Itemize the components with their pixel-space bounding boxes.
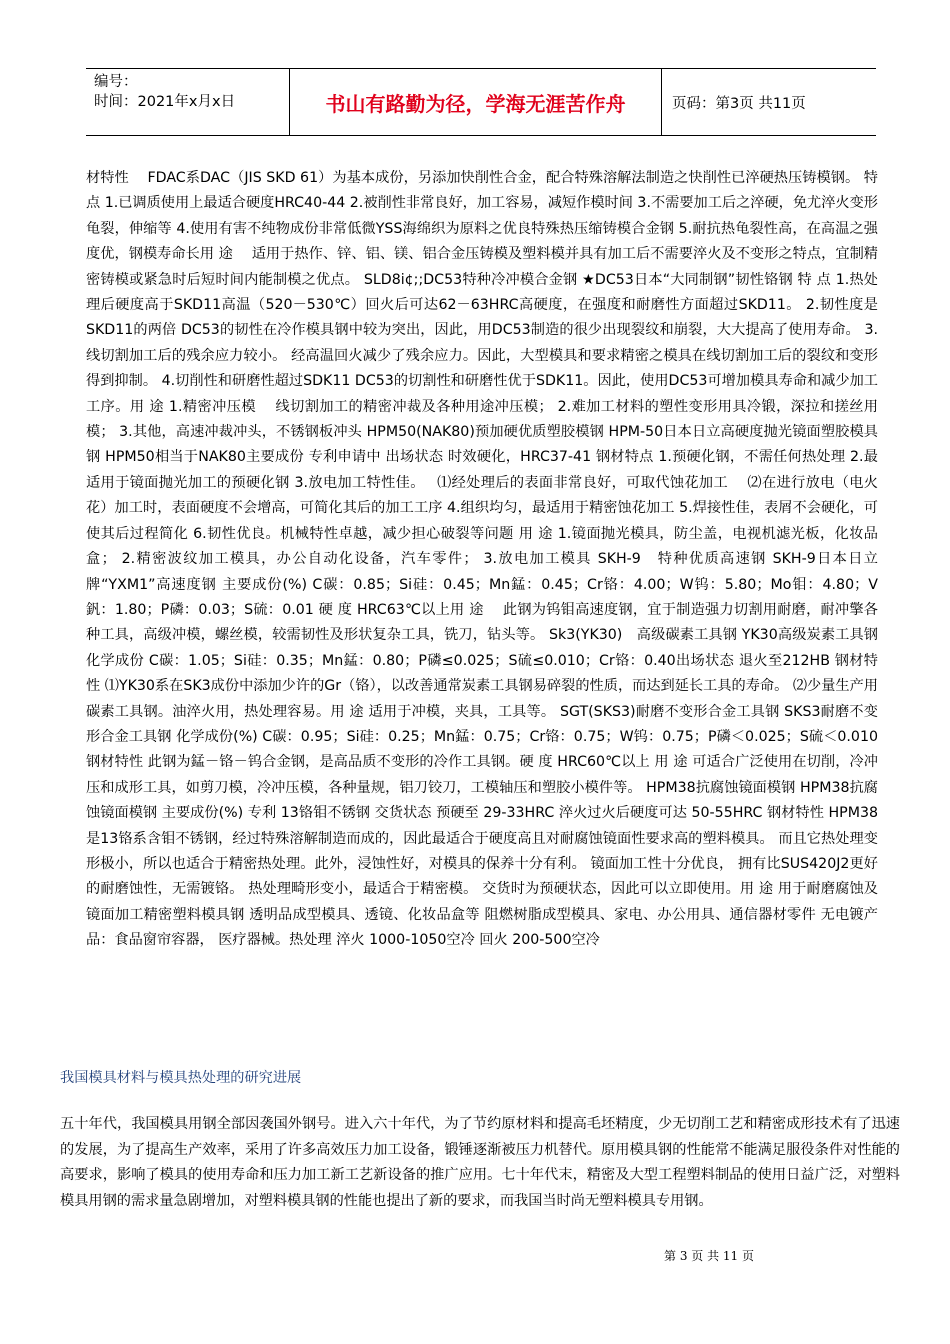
page-footer: 第 3 页 共 11 页: [664, 1249, 754, 1263]
time-label: 时间：2021年x月x日: [94, 94, 236, 110]
page-label: 页码：第3页 共11页: [672, 95, 806, 112]
steel-specifications-text: 材特性 FDAC系DAC（JIS SKD 61）为基本成份，另添加快削性合金，配合特殊溶解法制造之快削性已淬硬热压铸模钢。 特 点 1.已调质使用上最适合硬度HRC40-44 2.被削性非常良好，加工容易，减短作模时间 3.不需要加工后之淬硬，免尤淬火变形龟裂，伸缩等 4.使用有害不纯物成份非常低微YSS海绵织为原料之优良特殊热压缩铸模合金钢 5.耐抗热龟裂性高，在高温之强度优，钢模寿命长用 途 适用于热作、锌、铝、镁、铝合金压铸模及塑料模并具有加工后不需要淬火及不变形之特点，宜制精密铸模或紧急时后短时间内能制模之优点。 SLD8i¢;;DC53特种冷冲模合金钢 ★DC53日本“大同制钢”韧性铬钢 特 点 1.热处理后硬度高于SKD11高温（520－530℃）回火后可达62－63HRC高硬度，在强度和耐磨性方面超过SKD11。 2.韧性度是SKD11的两倍 DC53的韧性在冷作模具钢中较为突出，因此，用DC53制造的很少出现裂纹和崩裂，大大提高了使用寿命。 3.线切割加工后的残余应力较小。 经高温回火减少了残余应力。因此，大型模具和要求精密之模具在线切割加工后的裂纹和变形得到抑制。 4.切削性和研磨性超过SDK11 DC53的切割性和研磨性优于SDK11。因此，使用DC53可增加模具寿命和减少加工工序。用 途 1.精密冲压模 线切割加工的精密冲裁及各种用途冲压模； 2.难加工材料的塑性变形用具冷锻，深拉和搓丝用模； 3.其他，高速冲裁冲头，不锈钢板冲头 HPM50(NAK80)预加硬优质塑胶模钢 HPM-50日本日立高硬度抛光镜面塑胶模具钢 HPM50相当于NAK80主要成份 专利申请中 出场状态 时效硬化，HRC37-41 钢材特点 1.预硬化钢，不需任何热处理 2.最适用于镜面抛光加工的预硬化钢 3.放电加工特性佳。 ⑴经处理后的表面非常良好，可取代蚀花加工 ⑵在进行放电（电火花）加工时，表面硬度不会增高，可简化其后的加工工序 4.组织均匀，最适用于精密蚀花加工 5.焊接性佳，表屑不会硬化，可使其后过程简化 6.韧性优良。机械特性卓越，减少担心破裂等问题 用 途 1.镜面抛光模具，防尘盖，电视机滤光板，化妆品盒； 2.精密波纹加工模具，办公自动化设备，汽车零件； 3.放电加工模具 SKH-9 特种优质高速钢 SKH-9日本日立牌“YXM1”高速度钢 主要成份(%) C碳：0.85；Si硅：0.45；Mn錳：0.45；Cr铬：4.00；W钨：5.80；Mo钼：4.80；V釩：1.80；P磷：0.03；S硫：0.01 硬 度 HRC63℃以上用 途 此钢为钨钼高速度钢，宜于制造强力切割用耐磨，耐冲擎各种工具，高级冲模，螺丝模，较需韧性及形状复杂工具，铣刀，钻头等。 Sk3(YK30) 高级碳素工具钢 YK30高级炭素工具钢 化学成份 C碳：1.05；Si硅：0.35；Mn錳：0.80；P磷≤0.025；S硫≤0.010；Cr铬：0.40出场状态 退火至212HB 钢材特性 ⑴YK30系在SK3成份中添加少许的Gr（铬），以改善通常炭素工具钢易碎裂的性质，而达到延长工具的寿命。 ⑵少量生产用碳素工具钢。油淬火用，热处理容易。用 途 适用于冲模，夹具，工具等。 SGT(SKS3)耐磨不变形合金工具钢 SKS3耐磨不变形合金工具钢 化学成份(%) C碳：0.95；Si硅：0.25；Mn錳：0.75；Cr铬：0.75；W钨：0.75；P磷＜0.025；S硫＜0.010 钢材特性 此钢为錳－铬－钨合金钢，是高品质不变形的冷作工具钢。硬 度 HRC60℃以上 用 途 可适合广泛使用在切削，冷冲压和成形工具，如剪刀模，冷冲压模，各种量规，铝刀铰刀，工模轴压和塑胶小模件等。 HPM38抗腐蚀镜面模钢 HPM38抗腐蚀镜面模钢 主要成份(%) 专利 13铬钼不锈钢 交货状态 预硬至 29-33HRC 淬火过火后硬度可达 50-55HRC 钢材特性 HPM38是13铬系含钼不锈钢，经过特殊溶解制造而成的，因此最适合于硬度高且对耐腐蚀镜面性要求高的塑料模具。 而且它热处理变形极小，所以也适合于精密热处理。此外，浸蚀性好，对模具的保养十分有利。 镜面加工性十分优良， 拥有比SUS420J2更好的耐磨蚀性，无需镀铬。 热处理畸形变小，最适合于精密模。 交货时为预硬状态，因此可以立即使用。用 途 用于耐磨腐蚀及镜面加工精密塑料模具钢 透明品成型模具、透镜、化妆品盒等 阻燃树脂成型模具、家电、办公用具、通信器材零件 无电镀产品：食品窗帘容器， 医疗器械。热处理 淬火 1000-1050空冷 回火 200-500空冷: [86, 170, 878, 949]
history-paragraph: 五十年代，我国模具用钢全部因袭国外钢号。进入六十年代，为了节约原材料和提高毛坯精度，少无切削工艺和精密成形技术有了迅速的发展，为了提高生产效率，采用了许多高效压力加工设备，锻锤逐渐被压力机替代。原用模具钢的性能常不能满足服役条件对性能的高要求，影响了模具的使用寿命和压力加工新工艺新设备的推广应用。七十年代末，精密及大型工程塑料制品的使用日益广泛，对塑料模具用钢的需求量急剧增加，对塑料模具钢的性能也提出了新的要求，而我国当时尚无塑料模具专用钢。: [60, 1116, 900, 1209]
section-title: 我国模具材料与模具热处理的研究进展: [60, 1070, 302, 1086]
number-label: 编号：: [94, 74, 138, 90]
motto-text: 书山有路勤为径，学海无涯苦作舟: [325, 91, 626, 116]
header-meta: [86, 69, 289, 135]
header-motto: [289, 69, 662, 135]
document-header: [86, 68, 876, 136]
header-page: [662, 69, 876, 135]
